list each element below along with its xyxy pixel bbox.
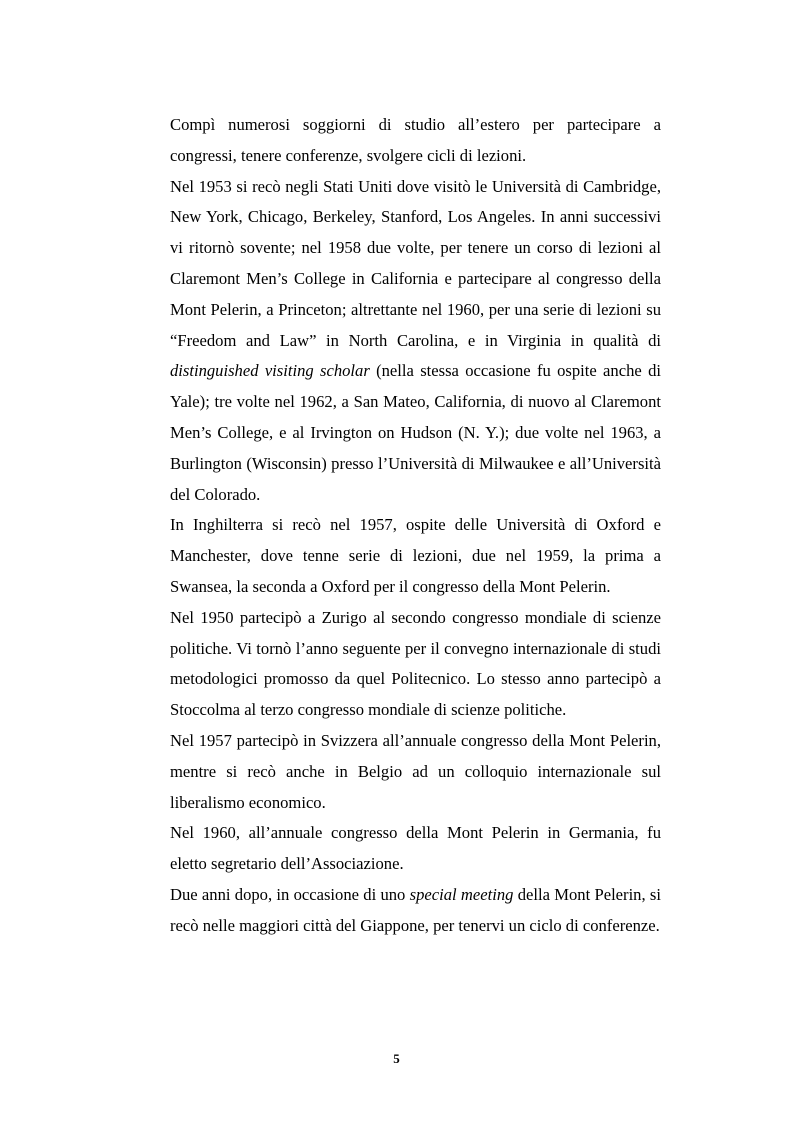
- paragraph-2-italic-term: distinguished visiting scholar: [170, 361, 370, 381]
- paragraph-7-text-b: della Mont Pelerin, si recò nelle maggiori città del Giappone, per tenervi un ciclo di conferenze.: [170, 884, 661, 935]
- paragraph-2-text-b: (nella stessa occasione fu ospite anche di Yale); tre volte nel 1962, a San Mateo, California, di nuovo al Claremont Men’s College, e al Irvington on Hudson (N. Y.); due volte nel 1963, a Burlington (Wisconsin) presso l’Università di Milwaukee e all’Università del Colorado.: [170, 361, 661, 504]
- paragraph-3-text: In Inghilterra si recò nel 1957, ospite delle Università di Oxford e Manchester, dove tenne serie di lezioni, due nel 1959, la prima a Swansea, la seconda a Oxford per il congresso della Mont Pelerin.: [170, 515, 661, 596]
- body-text: [170, 110, 661, 942]
- paragraph-6: [170, 818, 661, 880]
- paragraph-4: [170, 603, 661, 726]
- page-number: 5: [393, 1051, 400, 1066]
- paragraph-5: [170, 726, 661, 818]
- paragraph-7-text-a: Due anni dopo, in occasione di uno: [170, 884, 410, 904]
- paragraph-3: [170, 510, 661, 602]
- paragraph-2: [170, 172, 661, 511]
- paragraph-1-text: Compì numerosi soggiorni di studio all’estero per partecipare a congressi, tenere conferenze, svolgere cicli di lezioni.: [170, 115, 661, 165]
- paragraph-7: [170, 880, 661, 942]
- paragraph-5-text: Nel 1957 partecipò in Svizzera all’annuale congresso della Mont Pelerin, mentre si recò anche in Belgio ad un colloquio internazionale sul liberalismo economico.: [170, 730, 661, 812]
- paragraph-1: [170, 110, 661, 172]
- paragraph-4-text: Nel 1950 partecipò a Zurigo al secondo congresso mondiale di scienze politiche. Vi tornò l’anno seguente per il convegno internazionale di studi metodologici promosso da quel Politecnico. Lo stesso anno partecipò a Stoccolma al terzo congresso mondiale di scienze politiche.: [170, 607, 661, 720]
- paragraph-6-text: Nel 1960, all’annuale congresso della Mont Pelerin in Germania, fu eletto segretario dell’Associazione.: [170, 823, 661, 874]
- paragraph-7-italic-term: special meeting: [409, 884, 514, 904]
- paragraph-2-text-a: Nel 1953 si recò negli Stati Uniti dove visitò le Università di Cambridge, New York, Chicago, Berkeley, Stanford, Los Angeles. In anni successivi vi ritornò sovente; nel 1958 due volte, per tenere un corso di lezioni al Claremont Men’s College in California e partecipare al congresso della Mont Pelerin, a Princeton; altrettante nel 1960, per una serie di lezioni su “Freedom and Law” in North Carolina, e in Virginia in qualità di: [170, 176, 661, 350]
